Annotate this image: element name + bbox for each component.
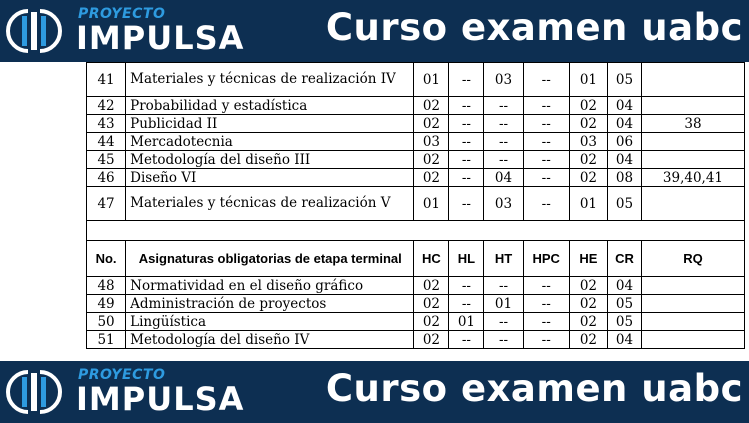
row-ht: -- <box>484 115 523 133</box>
row-no: 50 <box>87 313 126 331</box>
row-hc: 02 <box>414 169 449 187</box>
row-he: 01 <box>569 187 607 221</box>
row-subject: Materiales y técnicas de realización IV <box>126 63 414 97</box>
top-banner <box>0 0 749 62</box>
row-no: 44 <box>87 133 126 151</box>
header-hc: HC <box>414 241 449 277</box>
header-no: No. <box>87 241 126 277</box>
row-no: 47 <box>87 187 126 221</box>
row-hl: 01 <box>449 313 484 331</box>
table-row <box>87 331 745 349</box>
row-hpc: -- <box>523 133 569 151</box>
row-he: 01 <box>569 63 607 97</box>
table-row <box>87 63 745 97</box>
row-hl: -- <box>449 295 484 313</box>
logo-big-text: IMPULSA <box>76 19 245 57</box>
row-he: 02 <box>569 115 607 133</box>
row-cr: 04 <box>607 277 641 295</box>
table-row <box>87 97 745 115</box>
row-subject: Metodología del diseño IV <box>126 331 414 349</box>
header-cr: CR <box>607 241 641 277</box>
row-rq <box>641 133 744 151</box>
row-hpc: -- <box>523 115 569 133</box>
row-ht: -- <box>484 277 523 295</box>
header-subjects: Asignaturas obligatorias de etapa terminal <box>126 241 414 277</box>
table-row <box>87 151 745 169</box>
row-hc: 02 <box>414 97 449 115</box>
row-hc: 02 <box>414 277 449 295</box>
course-table <box>86 62 745 349</box>
row-he: 02 <box>569 169 607 187</box>
table-row <box>87 295 745 313</box>
proyecto-impulsa-logo <box>6 6 245 58</box>
row-cr: 05 <box>607 187 641 221</box>
row-ht: -- <box>484 331 523 349</box>
course-table-sheet <box>86 62 746 361</box>
impulsa-logo-icon <box>6 8 62 54</box>
row-hpc: -- <box>523 277 569 295</box>
row-hc: 02 <box>414 331 449 349</box>
row-subject: Publicidad II <box>126 115 414 133</box>
row-no: 49 <box>87 295 126 313</box>
row-cr: 05 <box>607 63 641 97</box>
row-rq: 38 <box>641 115 744 133</box>
row-hpc: -- <box>523 187 569 221</box>
row-hc: 01 <box>414 63 449 97</box>
table-row <box>87 133 745 151</box>
row-subject: Metodología del diseño III <box>126 151 414 169</box>
row-hl: -- <box>449 63 484 97</box>
proyecto-impulsa-logo <box>6 367 245 419</box>
row-hpc: -- <box>523 313 569 331</box>
row-he: 03 <box>569 133 607 151</box>
row-subject: Normatividad en el diseño gráfico <box>126 277 414 295</box>
row-rq <box>641 97 744 115</box>
row-rq: 39,40,41 <box>641 169 744 187</box>
row-cr: 04 <box>607 151 641 169</box>
spacer-cell <box>87 221 745 241</box>
row-he: 02 <box>569 331 607 349</box>
table-row <box>87 187 745 221</box>
table-row <box>87 277 745 295</box>
row-subject: Materiales y técnicas de realización V <box>126 187 414 221</box>
header-ht: HT <box>484 241 523 277</box>
row-cr: 06 <box>607 133 641 151</box>
row-hpc: -- <box>523 295 569 313</box>
row-hpc: -- <box>523 151 569 169</box>
row-hpc: -- <box>523 169 569 187</box>
table-row <box>87 169 745 187</box>
row-rq <box>641 295 744 313</box>
impulsa-logo-icon <box>6 369 62 415</box>
row-ht: -- <box>484 313 523 331</box>
spacer-row <box>87 221 745 241</box>
row-subject: Administración de proyectos <box>126 295 414 313</box>
row-no: 45 <box>87 151 126 169</box>
row-rq <box>641 63 744 97</box>
row-no: 41 <box>87 63 126 97</box>
table-row <box>87 115 745 133</box>
row-ht: -- <box>484 97 523 115</box>
row-subject: Lingüística <box>126 313 414 331</box>
logo-small-text: PROYECTO <box>78 6 166 22</box>
row-subject: Diseño VI <box>126 169 414 187</box>
table-row <box>87 313 745 331</box>
row-hl: -- <box>449 277 484 295</box>
row-he: 02 <box>569 97 607 115</box>
bottom-banner <box>0 361 749 423</box>
logo-small-text: PROYECTO <box>78 367 166 383</box>
row-hpc: -- <box>523 63 569 97</box>
row-he: 02 <box>569 277 607 295</box>
row-he: 02 <box>569 295 607 313</box>
row-rq <box>641 277 744 295</box>
row-hc: 03 <box>414 133 449 151</box>
row-cr: 04 <box>607 97 641 115</box>
row-hl: -- <box>449 133 484 151</box>
row-no: 51 <box>87 331 126 349</box>
row-cr: 05 <box>607 313 641 331</box>
row-rq <box>641 313 744 331</box>
row-rq <box>641 187 744 221</box>
row-hl: -- <box>449 115 484 133</box>
header-hpc: HPC <box>523 241 569 277</box>
row-no: 48 <box>87 277 126 295</box>
row-cr: 08 <box>607 169 641 187</box>
row-hc: 02 <box>414 313 449 331</box>
row-he: 02 <box>569 313 607 331</box>
row-subject: Mercadotecnia <box>126 133 414 151</box>
banner-title: Curso examen uabc <box>325 367 743 410</box>
row-ht: -- <box>484 133 523 151</box>
row-hl: -- <box>449 331 484 349</box>
row-no: 46 <box>87 169 126 187</box>
row-cr: 04 <box>607 331 641 349</box>
header-he: HE <box>569 241 607 277</box>
row-hl: -- <box>449 169 484 187</box>
row-ht: 03 <box>484 63 523 97</box>
table-header-row <box>87 241 745 277</box>
row-hc: 02 <box>414 151 449 169</box>
row-subject: Probabilidad y estadística <box>126 97 414 115</box>
row-no: 42 <box>87 97 126 115</box>
row-hpc: -- <box>523 331 569 349</box>
row-hl: -- <box>449 151 484 169</box>
row-hl: -- <box>449 187 484 221</box>
row-he: 02 <box>569 151 607 169</box>
row-ht: 01 <box>484 295 523 313</box>
logo-big-text: IMPULSA <box>76 380 245 418</box>
row-hpc: -- <box>523 97 569 115</box>
row-cr: 05 <box>607 295 641 313</box>
row-hc: 02 <box>414 295 449 313</box>
header-rq: RQ <box>641 241 744 277</box>
header-hl: HL <box>449 241 484 277</box>
row-cr: 04 <box>607 115 641 133</box>
row-hc: 02 <box>414 115 449 133</box>
banner-title: Curso examen uabc <box>325 6 743 49</box>
row-ht: 03 <box>484 187 523 221</box>
row-rq <box>641 331 744 349</box>
row-ht: -- <box>484 151 523 169</box>
row-no: 43 <box>87 115 126 133</box>
row-hl: -- <box>449 97 484 115</box>
row-ht: 04 <box>484 169 523 187</box>
row-rq <box>641 151 744 169</box>
row-hc: 01 <box>414 187 449 221</box>
